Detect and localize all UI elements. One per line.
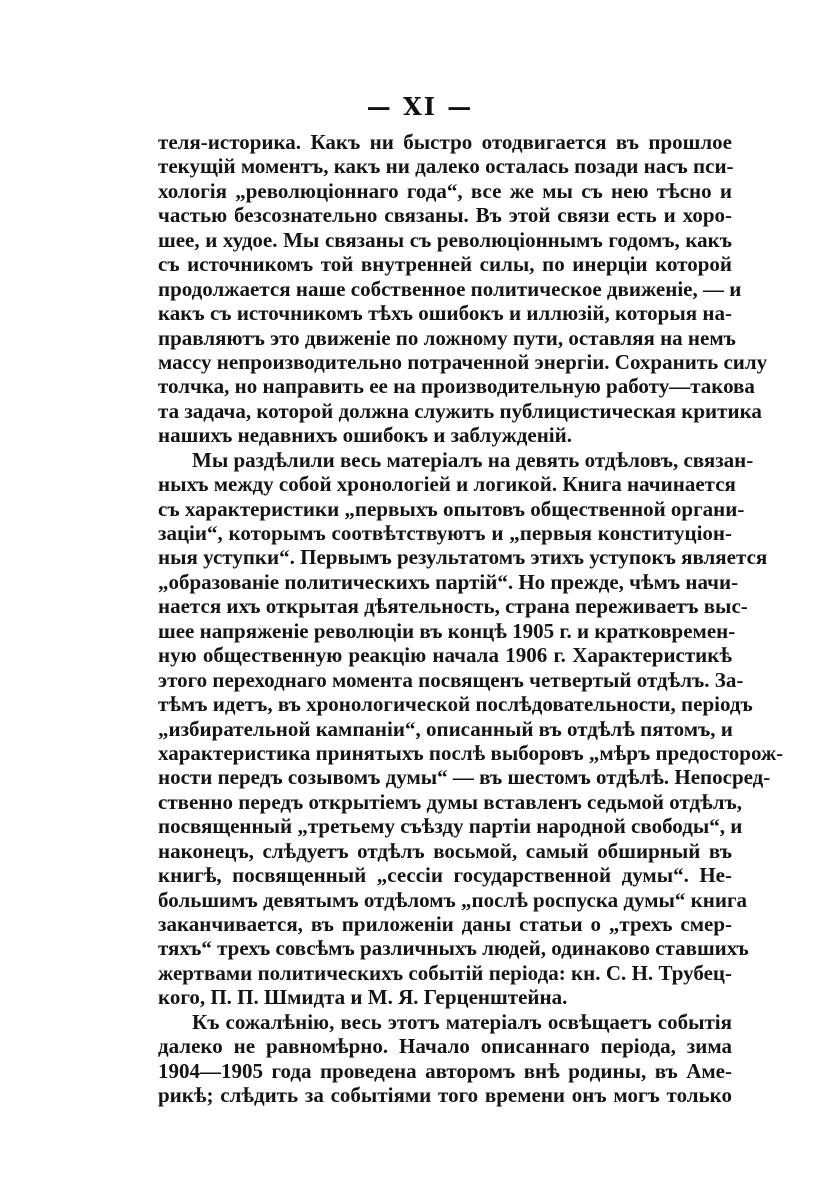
text-line: какъ съ источникомъ тѣхъ ошибокъ и иллюзій, которыя на- [158,301,732,326]
text-line: текущій моментъ, какъ ни далеко осталась позади насъ пси- [158,154,734,179]
text-line: шее, и худое. Мы связаны съ революціоннымъ годомъ, какъ [158,227,732,252]
text-line: Къ сожалѣнію, весь этотъ матеріалъ освѣщаетъ событія [192,1009,732,1034]
text-line: заканчивается, въ приложеніи даны статьи о „трехъ смер- [158,912,732,936]
text-line: съ характеристики „первыхъ опытовъ общественной органи- [158,496,745,521]
text-line: книгѣ, посвященный „сессіи государственной думы“. Не- [158,863,732,888]
paragraph-1 [158,130,768,448]
text-line: правляютъ это движеніе по ложному пути, оставляя на немъ [158,325,736,350]
text-line: съ источникомъ той внутренней силы, по инерціи которой [158,252,732,277]
text-line: 1904—1905 года проведена авторомъ внѣ родины, въ Аме- [158,1058,732,1083]
page-number-header: — XI — [366,92,474,121]
text-line: шее напряженіе революціи въ концѣ 1905 г. и кратковремен- [158,618,736,643]
text-line: нается ихъ открытая дѣятельность, страна переживаетъ выс- [158,594,748,619]
text-line: жертвами политическихъ событій періода: кн. С. Н. Трубец- [158,960,732,985]
text-line: Мы раздѣлили весь матеріалъ на девять отдѣловъ, связан- [192,447,754,472]
text-line: ности передъ созывомъ думы“ — въ шестомъ отдѣлѣ. Непосред- [158,765,771,790]
text-line: этого переходнаго момента посвященъ четвертый отдѣлъ. За- [158,667,744,692]
text-line: характеристика принятыхъ послѣ выборовъ „мѣръ предосторож- [158,740,784,765]
paragraph-2 [158,447,784,1010]
text-line: теля-историка. Какъ ни быстро отодвигается въ прошлое [158,130,732,154]
text-line: большимъ девятымъ отдѣломъ „послѣ роспуска думы“ книга [158,887,747,912]
text-line: кого, П. П. Шмидта и М. Я. Герценштейна. [158,985,568,1010]
text-line: ственно передъ открытіемъ думы вставленъ седьмой отдѣлъ, [158,789,743,814]
text-line: рикѣ; слѣдить за событіями того времени онъ могъ только [158,1083,732,1108]
text-line: далеко не равномѣрно. Начало описаннаго періода, зима [158,1034,732,1059]
text-line: та задача, которой должна служить публицистическая критика [158,398,762,423]
paragraph-3 [158,1010,732,1108]
text-line: „избирательной кампаніи“, описанный въ отдѣлѣ пятомъ, и [158,716,733,741]
text-line: толчка, но направить ее на производительную работу—такова [158,374,755,399]
text-line: продолжается наше собственное политическое движеніе, — и [158,276,742,301]
page-body [158,130,784,1108]
text-line: массу непроизводительно потраченной энергіи. Сохранить силу [158,349,768,374]
text-line: посвященный „третьему съѣзду партіи народной свободы“, и [158,814,743,839]
text-line: наконецъ, слѣдуетъ отдѣлъ восьмой, самый обширный въ [158,838,732,863]
text-line: заціи“, которымъ соотвѣтствуютъ и „первыя конституціон- [158,521,732,545]
text-line: нашихъ недавнихъ ошибокъ и заблужденій. [158,423,572,448]
text-line: ныхъ между собой хронологіей и логикой. Книга начинается [158,472,736,497]
text-line: тѣмъ идетъ, въ хронологической послѣдовательности, періодъ [158,692,753,717]
text-line: ныя уступки“. Первымъ результатомъ этихъ уступокъ является [158,545,768,570]
text-line: хологія „революціоннаго года“, все же мы съ нею тѣсно и [158,178,732,203]
text-line: ную общественную реакцію начала 1906 г. Характеристикѣ [158,643,732,668]
text-line: частью безсознательно связаны. Въ этой связи есть и хоро- [158,203,732,228]
text-line: „образованіе политическихъ партій“. Но прежде, чѣмъ начи- [158,569,739,594]
text-line: тяхъ“ трехъ совсѣмъ различныхъ людей, одинаково ставшихъ [158,936,749,961]
